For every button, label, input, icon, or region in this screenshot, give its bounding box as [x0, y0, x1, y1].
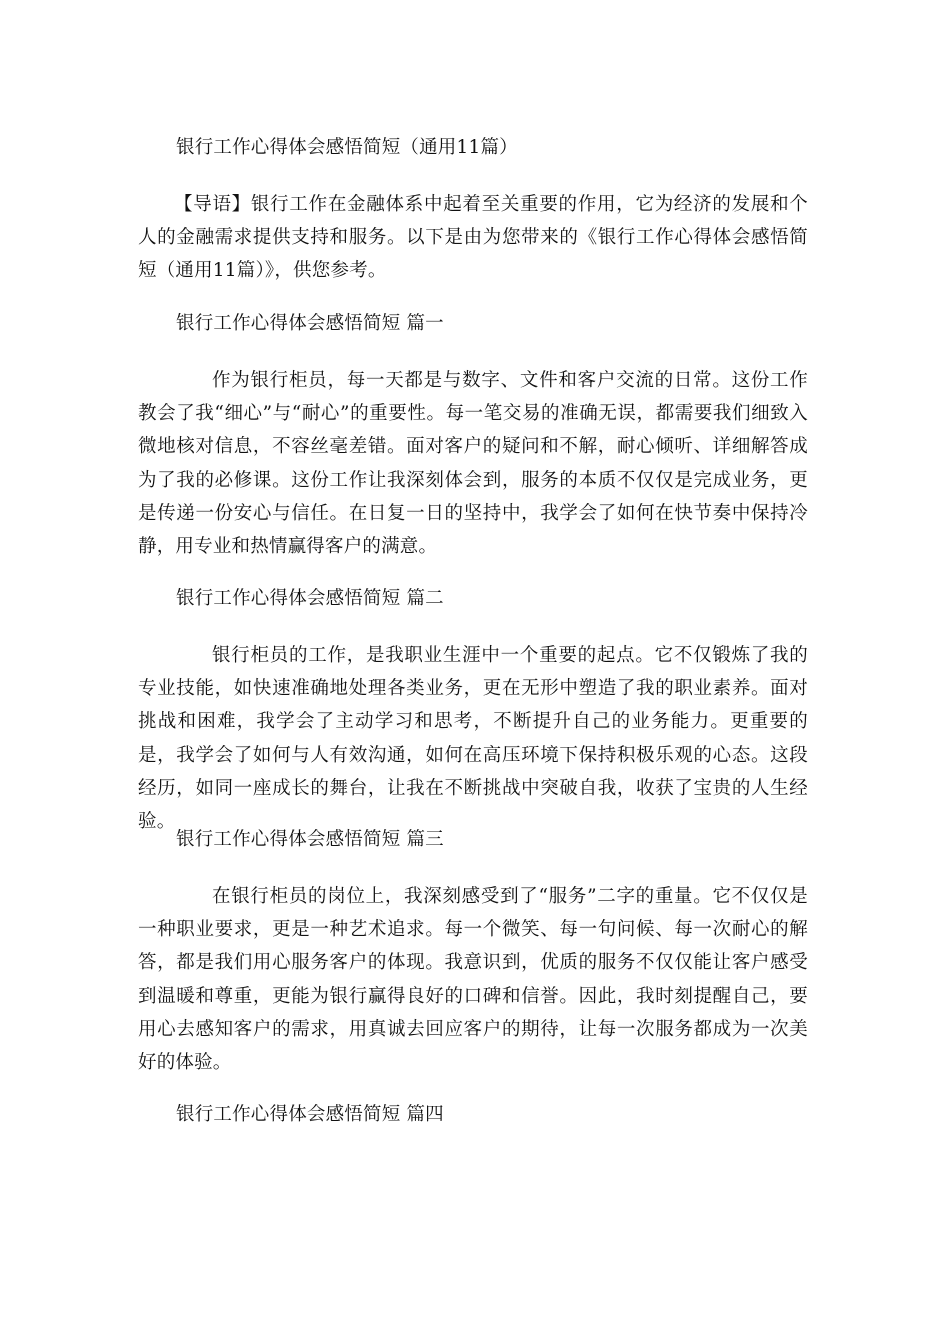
intro-paragraph: 【导语】银行工作在金融体系中起着至关重要的作用，它为经济的发展和个人的金融需求提供支持和服务。以下是由为您带来的《银行工作心得体会感悟简短（通用11篇）》，供您参考。	[138, 194, 808, 282]
section-body-1: 作为银行柜员，每一天都是与数字、文件和客户交流的日常。这份工作教会了我“细心”与“耐心”的重要性。每一笔交易的准确无误，都需要我们细致入微地核对信息，不容丝毫差错。面对客户的疑问和不解，耐心倾听、详细解答成为了我的必修课。这份工作让我深刻体会到，服务的本质不仅仅是完成业务，更是传递一份安心与信任。在日复一日的坚持中，我学会了如何在快节奏中保持冷静，用专业和热情赢得客户的满意。	[138, 370, 808, 558]
section-heading-3: 银行工作心得体会感悟简短 篇三	[176, 829, 444, 850]
section-body-3: 在银行柜员的岗位上，我深刻感受到了“服务”二字的重量。它不仅仅是一种职业要求，更是一种艺术追求。每一个微笑、每一句问候、每一次耐心的解答，都是我们用心服务客户的体现。我意识到，优质的服务不仅仅能让客户感受到温暖和尊重，更能为银行赢得良好的口碑和信誉。因此，我时刻提醒自己，要用心去感知客户的需求，用真诚去回应客户的期待，让每一次服务都成为一次美好的体验。	[138, 886, 808, 1074]
section-body-2: 银行柜员的工作，是我职业生涯中一个重要的起点。它不仅锻炼了我的专业技能，如快速准确地处理各类业务，更在无形中塑造了我的职业素养。面对挑战和困难，我学会了主动学习和思考，不断提升自己的业务能力。更重要的是，我学会了如何与人有效沟通，如何在高压环境下保持积极乐观的心态。这段经历，如同一座成长的舞台，让我在不断挑战中突破自我，收获了宝贵的人生经验。	[138, 645, 808, 833]
section-heading-1: 银行工作心得体会感悟简短 篇一	[176, 313, 444, 334]
section-heading-2: 银行工作心得体会感悟简短 篇二	[176, 588, 444, 609]
document-title: 银行工作心得体会感悟简短（通用11篇）	[176, 137, 518, 158]
section-heading-4: 银行工作心得体会感悟简短 篇四	[176, 1104, 444, 1125]
